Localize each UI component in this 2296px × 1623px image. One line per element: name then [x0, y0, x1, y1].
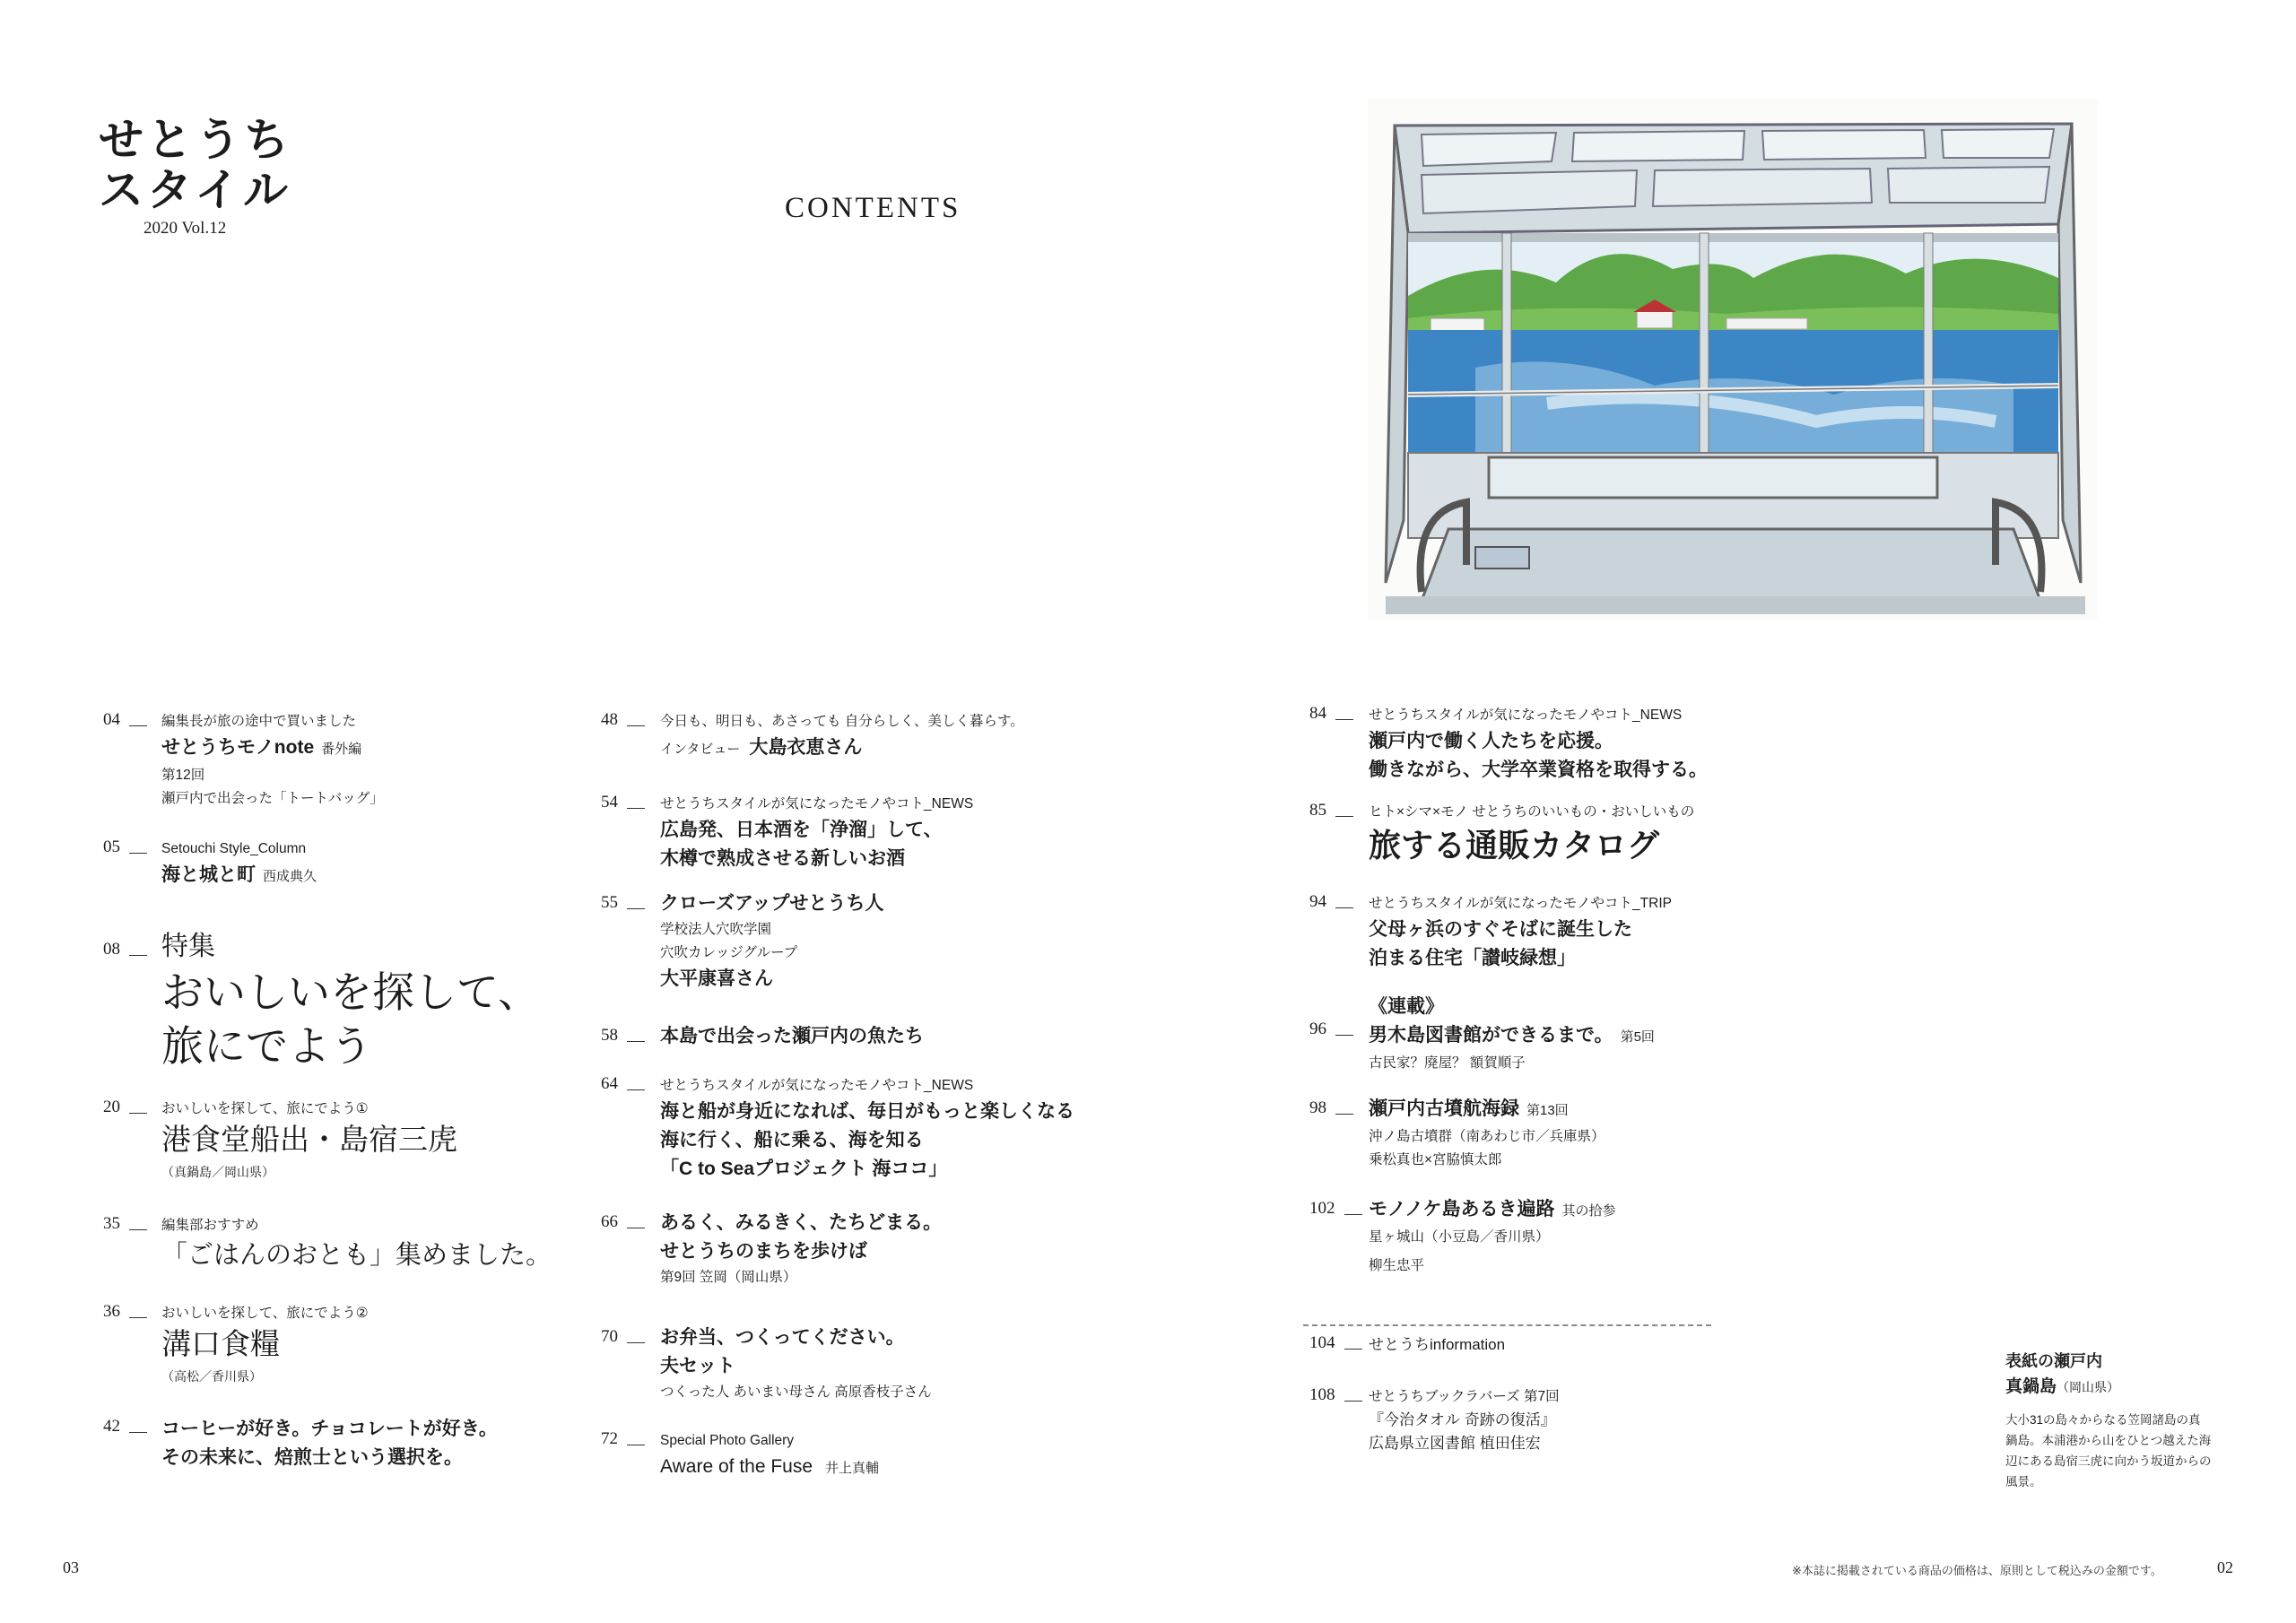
- cover-caption-description: 大小31の島々からなる笠岡諸島の真鍋島。本浦港から山をひとつ越えた海辺にある島宿三虎に向かう坂道からの風景。: [2005, 1413, 2212, 1488]
- toc-column-3: [1309, 704, 1955, 1466]
- page-number: 72: [601, 1429, 645, 1449]
- toc-kicker: おいしいを探して、旅にでよう①: [161, 1101, 369, 1116]
- toc-note: 乗松真也×宮脇慎太郎: [1369, 1152, 1502, 1167]
- toc-title: お弁当、つくってください。: [660, 1327, 905, 1348]
- toc-title: 海に行く、船に乗る、海を知る: [660, 1130, 924, 1150]
- toc-title: その未来に、焙煎士という選択を。: [161, 1447, 463, 1468]
- page-number: 54: [601, 793, 645, 812]
- toc-note: つくった人 あいまい母さん 高原香枝子さん: [660, 1384, 932, 1400]
- toc-note: 古民家？廃屋？ 額賀順子: [1369, 1055, 1526, 1071]
- cover-caption-place: 真鍋島（岡山県）: [2005, 1377, 2120, 1396]
- toc-kicker: せとうちスタイルが気になったモノやコト_NEWS: [660, 1078, 974, 1093]
- toc-entry[interactable]: [601, 1209, 1175, 1324]
- toc-note: 学校法人穴吹学園: [660, 922, 772, 937]
- toc-title: 瀬戸内で働く人たちを応援。: [1369, 731, 1613, 751]
- toc-kicker: せとうちスタイルが気になったモノやコト_TRIP: [1369, 896, 1672, 911]
- page-number: 48: [601, 710, 645, 730]
- feature-label: 特集: [161, 932, 215, 961]
- toc-series-label: 《連載》: [1369, 996, 1444, 1017]
- toc-kicker: 編集部おすすめ: [161, 1218, 259, 1233]
- toc-entry[interactable]: [601, 1324, 1175, 1429]
- toc-entry[interactable]: [601, 1022, 1175, 1074]
- toc-entry[interactable]: [103, 1302, 605, 1415]
- contents-heading: CONTENTS: [785, 192, 961, 224]
- toc-title: せとうちモノnote 番外編: [161, 737, 362, 758]
- page-number-right: 02: [2217, 1558, 2233, 1576]
- toc-note: 広島県立図書館 植田佳宏: [1369, 1435, 1541, 1452]
- toc-entry[interactable]: [1309, 801, 1955, 892]
- page-number: 84: [1309, 704, 1353, 724]
- toc-kicker: 編集長が旅の途中で買いました: [161, 714, 357, 729]
- toc-entry[interactable]: [103, 1098, 605, 1214]
- magazine-logo: [99, 115, 292, 239]
- toc-entry[interactable]: [103, 1214, 605, 1302]
- toc-title: 「ごはんのおとも」集めました。: [161, 1241, 552, 1270]
- issue-label: 2020 Vol.12: [144, 219, 227, 238]
- toc-entry[interactable]: [601, 793, 1175, 890]
- toc-entry[interactable]: [601, 1074, 1175, 1209]
- toc-title: Aware of the Fuse 井上真輔: [660, 1456, 880, 1477]
- toc-entry[interactable]: [103, 838, 605, 927]
- toc-entry[interactable]: [1309, 1095, 1955, 1195]
- feature-title: おいしいを探して、: [161, 970, 541, 1017]
- toc-title: あるく、みるきく、たちどまる。: [660, 1212, 943, 1233]
- page-number: 85: [1309, 801, 1353, 820]
- toc-entry[interactable]: [103, 1415, 605, 1487]
- page-number: 04: [103, 710, 147, 730]
- toc-title: 男木島図書館ができるまで。 第5回: [1369, 1025, 1655, 1046]
- toc-kicker: 今日も、明日も、あさっても 自分らしく、美しく暮らす。: [660, 714, 1024, 729]
- toc-title: クローズアップせとうち人: [660, 893, 884, 914]
- toc-note: 柳生忠平: [1369, 1258, 1425, 1273]
- toc-title: 夫セット: [660, 1356, 735, 1376]
- toc-title: 木樽で熟成させる新しいお酒: [660, 848, 905, 869]
- toc-title: せとうちinformation: [1369, 1336, 1506, 1353]
- toc-title: 『今治タオル 奇跡の復活』: [1369, 1411, 1556, 1428]
- toc-entry[interactable]: [1309, 704, 1955, 801]
- toc-title: 海と城と町 西成典久: [161, 864, 317, 885]
- logo-title-line1: せとうち: [99, 115, 292, 165]
- page-number: 36: [103, 1302, 147, 1322]
- toc-entry[interactable]: [1309, 1195, 1955, 1333]
- page-number: 20: [103, 1098, 147, 1117]
- cover-caption: [2005, 1349, 2212, 1492]
- page-number: 102: [1309, 1199, 1362, 1219]
- page-number: 108: [1309, 1385, 1362, 1405]
- page-number: 55: [601, 893, 645, 913]
- toc-note: 第12回: [161, 768, 205, 783]
- toc-kicker: Special Photo Gallery: [660, 1433, 795, 1448]
- toc-entry[interactable]: [601, 890, 1175, 1022]
- toc-kicker: おいしいを探して、旅にでよう②: [161, 1306, 369, 1321]
- logo-title-line2: スタイル: [99, 165, 291, 215]
- cover-illustration: [1368, 99, 2098, 621]
- page-number: 104: [1309, 1333, 1362, 1353]
- toc-kicker: Setouchi Style_Column: [161, 841, 307, 856]
- page-number: 98: [1309, 1098, 1353, 1118]
- toc-title: モノノケ島あるき遍路 其の拾参: [1369, 1199, 1616, 1219]
- toc-entry-feature[interactable]: [103, 927, 605, 1098]
- toc-entry[interactable]: [103, 710, 605, 838]
- toc-entry[interactable]: [1309, 1333, 1955, 1385]
- page-number: 58: [601, 1026, 645, 1046]
- toc-title: せとうちのまちを歩けば: [660, 1241, 867, 1262]
- toc-column-2: [601, 710, 1175, 1492]
- toc-title: 大平康喜さん: [660, 968, 773, 989]
- toc-title: 「C to Seaプロジェクト 海ココ」: [660, 1159, 948, 1179]
- toc-title: 本島で出会った瀬戸内の魚たち: [660, 1026, 924, 1046]
- toc-note: 第9回 笠岡（岡山県）: [660, 1270, 797, 1285]
- feature-title: 旅にでよう: [161, 1024, 372, 1071]
- toc-entry[interactable]: [601, 1429, 1175, 1492]
- toc-title: 旅する通販カタログ: [1369, 827, 1660, 864]
- page-number: 94: [1309, 892, 1353, 912]
- toc-entry[interactable]: [1309, 993, 1955, 1095]
- page-number: 35: [103, 1214, 147, 1234]
- toc-title: 瀬戸内古墳航海録 第13回: [1369, 1098, 1569, 1119]
- page-number: 08: [103, 940, 147, 959]
- page-number-left: 03: [63, 1558, 79, 1576]
- section-divider: [1303, 1324, 1711, 1326]
- toc-title: 港食堂船出・島宿三虎: [161, 1124, 457, 1157]
- toc-title: 泊まる住宅「讃岐緑想」: [1369, 948, 1576, 968]
- page-number: 70: [601, 1327, 645, 1347]
- toc-title: 父母ヶ浜のすぐそばに誕生した: [1369, 919, 1632, 940]
- toc-title: 働きながら、大学卒業資格を取得する。: [1369, 759, 1708, 780]
- page-number: 05: [103, 838, 147, 857]
- toc-entry[interactable]: [1309, 892, 1955, 993]
- cover-caption-heading: 表紙の瀬戸内: [2005, 1352, 2102, 1370]
- toc-kicker: せとうちブックラバーズ 第7回: [1369, 1389, 1560, 1404]
- toc-title: コーヒーが好き。チョコレートが好き。: [161, 1419, 498, 1439]
- ferry-deck-painting: [1368, 99, 2098, 621]
- toc-note: 穴吹カレッジグループ: [660, 945, 798, 960]
- toc-note: （高松／香川県）: [161, 1369, 262, 1384]
- toc-kicker: せとうちスタイルが気になったモノやコト_NEWS: [1369, 707, 1683, 723]
- page-number: 96: [1309, 1020, 1353, 1039]
- toc-note: （真鍋島／岡山県）: [161, 1165, 274, 1179]
- toc-title: 広島発、日本酒を「浄溜」して、: [660, 820, 943, 840]
- toc-entry[interactable]: [601, 710, 1175, 793]
- toc-note: 瀬戸内で出会った「トートバッグ」: [161, 791, 384, 806]
- toc-title: 海と船が身近になれば、毎日がもっと楽しくなる: [660, 1101, 1074, 1122]
- toc-kicker: ヒト×シマ×モノ せとうちのいいもの・おいしいもの: [1369, 804, 1695, 820]
- page-number: 42: [103, 1417, 147, 1436]
- price-footnote: ※本誌に掲載されている商品の価格は、原則として税込みの金額です。: [1792, 1564, 2162, 1577]
- toc-kicker: せとうちスタイルが気になったモノやコト_NEWS: [660, 796, 974, 812]
- toc-note: 星ヶ城山（小豆島／香川県）: [1369, 1229, 1550, 1245]
- toc-column-1: [103, 710, 605, 1487]
- page-number: 64: [601, 1074, 645, 1094]
- toc-title: インタビュー 大島衣恵さん: [660, 737, 863, 758]
- page-number: 66: [601, 1212, 645, 1232]
- toc-title: 溝口食糧: [161, 1329, 280, 1361]
- toc-note: 沖ノ島古墳群（南あわじ市／兵庫県）: [1369, 1129, 1605, 1144]
- toc-entry[interactable]: [1309, 1385, 1955, 1466]
